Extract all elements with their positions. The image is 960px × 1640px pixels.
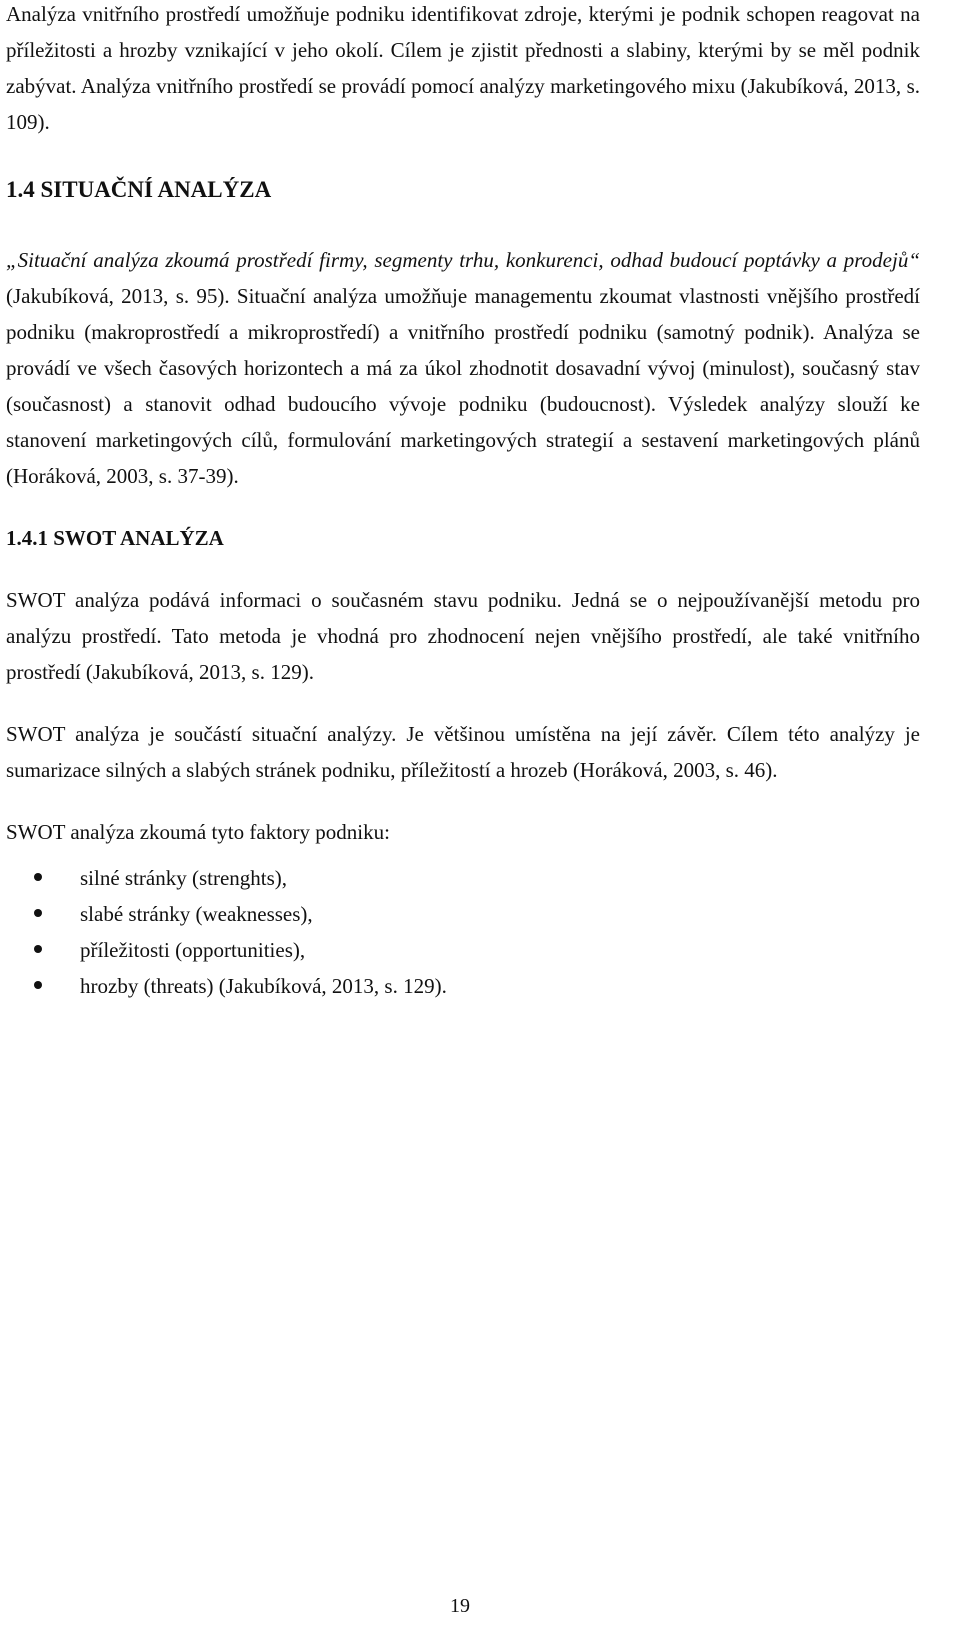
swot-paragraph-3: SWOT analýza zkoumá tyto faktory podniku: [6, 820, 390, 844]
bullet-icon [34, 873, 42, 881]
page-number: 19 [450, 1595, 470, 1617]
situation-quote: „Situační analýza zkoumá prostředí firmy, segmenty trhu, konkurenci, odhad budoucí poptávky a prodejů“ [6, 248, 920, 272]
section-heading: 1.4 SITUAČNÍ ANALÝZA [6, 177, 272, 202]
list-item-text: příležitosti (opportunities), [80, 938, 306, 962]
situation-paragraph [6, 242, 920, 494]
intro-paragraph: Analýza vnitřního prostředí umožňuje podniku identifikovat zdroje, kterými je podnik schopen reagovat na příležitosti a hrozby vznikající v jeho okolí. Cílem je zjistit přednosti a slabiny, kterými by se měl podnik zabývat. Analýza vnitřního prostředí se provádí pomocí analýzy marketingového mixu (Jakubíková, 2013, s. 109). [6, 2, 920, 134]
page-content [6, 0, 920, 1004]
situation-text: (Jakubíková, 2013, s. 95). Situační analýza umožňuje managementu zkoumat vlastnosti vnějšího prostředí podniku (makroprostředí a mikroprostředí) a vnitřního prostředí podniku (samotný podnik). Analýza se provádí ve všech časových horizontech a má za úkol zhodnotit dosavadní vývoj (minulost), současný stav (současnost) a stanovit odhad budoucího vývoje podniku (budoucnost). Výsledek analýzy slouží ke stanovení marketingových cílů, formulování marketingových strategií a sestavení marketingových plánů (Horáková, 2003, s. 37-39). [6, 284, 920, 488]
factors-list [6, 860, 920, 1004]
bullet-icon [34, 945, 42, 953]
list-item-text: slabé stránky (weaknesses), [80, 902, 313, 926]
list-item-text: silné stránky (strenghts), [80, 866, 288, 890]
list-item [6, 968, 920, 1004]
swot-paragraph-2: SWOT analýza je součástí situační analýzy. Je většinou umístěna na její závěr. Cílem této analýzy je sumarizace silných a slabých stránek podniku, příležitostí a hrozeb (Horáková, 2003, s. 46). [6, 722, 920, 782]
list-item [6, 896, 920, 932]
list-item [6, 932, 920, 968]
subsection-heading: 1.4.1 SWOT ANALÝZA [6, 526, 224, 550]
bullet-icon [34, 909, 42, 917]
list-item [6, 860, 920, 896]
bullet-icon [34, 981, 42, 989]
swot-paragraph-1: SWOT analýza podává informaci o současném stavu podniku. Jedná se o nejpoužívanější metodu pro analýzu prostředí. Tato metoda je vhodná pro zhodnocení nejen vnějšího prostředí, ale také vnitřního prostředí (Jakubíková, 2013, s. 129). [6, 588, 920, 684]
list-item-text: hrozby (threats) (Jakubíková, 2013, s. 129). [80, 974, 447, 998]
